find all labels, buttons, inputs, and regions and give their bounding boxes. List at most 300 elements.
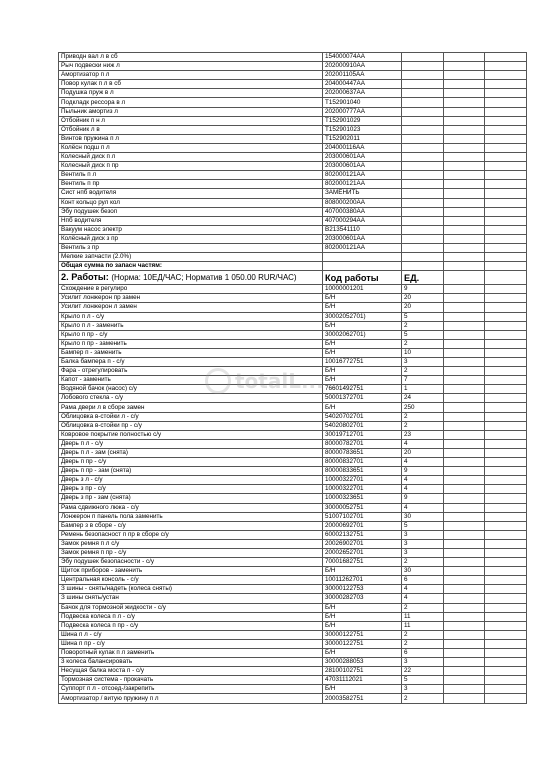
work-name-cell: Лонжерон п панель пола заменить xyxy=(59,512,323,521)
part-number-cell: T152901040 xyxy=(323,98,402,107)
empty-cell xyxy=(444,162,485,171)
work-units-cell: 2 xyxy=(402,639,444,648)
empty-cell xyxy=(485,80,527,89)
empty-cell xyxy=(485,385,527,394)
empty-cell xyxy=(444,189,485,198)
empty-cell xyxy=(444,394,485,403)
empty-cell xyxy=(444,676,485,685)
part-name-cell: Колесный диск п пр xyxy=(59,162,323,171)
empty-cell xyxy=(485,116,527,125)
empty-cell xyxy=(402,89,444,98)
empty-cell xyxy=(444,567,485,576)
empty-cell xyxy=(444,512,485,521)
empty-cell xyxy=(485,394,527,403)
empty-cell xyxy=(444,80,485,89)
work-code-cell: 30002062701) xyxy=(323,330,402,339)
works-header-title xyxy=(59,271,323,285)
work-row xyxy=(59,503,527,512)
work-code-cell: 30000122753 xyxy=(323,585,402,594)
empty-cell xyxy=(444,153,485,162)
part-number-cell: T152901029 xyxy=(323,116,402,125)
work-row xyxy=(59,376,527,385)
work-units-cell: 2 xyxy=(402,694,444,703)
empty-cell xyxy=(402,198,444,207)
work-row xyxy=(59,439,527,448)
empty-cell xyxy=(485,358,527,367)
empty-cell xyxy=(485,476,527,485)
work-code-cell: 10016772751 xyxy=(323,358,402,367)
parts-total-label: Общая сумма по запасн частям: xyxy=(59,262,323,271)
empty-cell xyxy=(485,558,527,567)
empty-cell xyxy=(444,621,485,630)
work-code-cell: 80000833651 xyxy=(323,467,402,476)
work-code-cell: 54020702701 xyxy=(323,412,402,421)
empty-cell xyxy=(444,367,485,376)
empty-cell xyxy=(485,180,527,189)
empty-cell xyxy=(444,667,485,676)
part-number-cell: T152902011 xyxy=(323,134,402,143)
empty-cell xyxy=(485,134,527,143)
empty-cell xyxy=(444,385,485,394)
work-units-cell: 11 xyxy=(402,612,444,621)
empty-cell xyxy=(444,403,485,412)
work-units-cell: 2 xyxy=(402,367,444,376)
part-number-cell: 802000121AA xyxy=(323,171,402,180)
work-name-cell: Крыло п л - заменить xyxy=(59,321,323,330)
parts-row xyxy=(59,98,527,107)
work-name-cell: Балка бампера п - с/у xyxy=(59,358,323,367)
part-number-cell: 204000116AA xyxy=(323,143,402,152)
work-units-cell: 2 xyxy=(402,412,444,421)
work-name-cell: Водяной бачок (насос) с/у xyxy=(59,385,323,394)
empty-cell xyxy=(485,676,527,685)
part-name-cell: Колесный диск п л xyxy=(59,153,323,162)
part-number-cell: 204000447AA xyxy=(323,80,402,89)
empty-cell xyxy=(485,367,527,376)
parts-row xyxy=(59,180,527,189)
part-number-cell: 203000601AA xyxy=(323,153,402,162)
work-units-cell: 22 xyxy=(402,667,444,676)
part-name-cell: Сист нпб водителя xyxy=(59,189,323,198)
part-name-cell: Амортизатор п л xyxy=(59,71,323,80)
empty-cell xyxy=(444,585,485,594)
part-name-cell: Вентиль п пр xyxy=(59,180,323,189)
work-code-cell: Б/Н xyxy=(323,321,402,330)
work-row xyxy=(59,649,527,658)
part-name-cell: Колёсный диск з пр xyxy=(59,234,323,243)
empty-cell xyxy=(402,216,444,225)
work-name-cell: Дверь з пр - зам (снята) xyxy=(59,494,323,503)
work-units-cell: 20 xyxy=(402,303,444,312)
work-name-cell: Крыло п пр - заменить xyxy=(59,339,323,348)
work-units-cell: 7 xyxy=(402,376,444,385)
work-units-cell: 5 xyxy=(402,521,444,530)
work-row xyxy=(59,521,527,530)
work-row xyxy=(59,303,527,312)
work-code-cell: 30000122751 xyxy=(323,630,402,639)
empty-cell xyxy=(444,321,485,330)
work-code-cell: 30002052701) xyxy=(323,312,402,321)
part-number-cell: 202000910AA xyxy=(323,62,402,71)
empty-cell xyxy=(444,134,485,143)
empty-cell xyxy=(485,253,527,262)
units-column-header: ЕД. xyxy=(402,271,444,285)
empty-cell xyxy=(444,448,485,457)
work-units-cell: 4 xyxy=(402,485,444,494)
parts-row xyxy=(59,80,527,89)
work-units-cell: 9 xyxy=(402,467,444,476)
part-name-cell: Колёсн подш п л xyxy=(59,143,323,152)
empty-cell xyxy=(485,207,527,216)
empty-cell xyxy=(485,494,527,503)
empty-cell xyxy=(402,262,444,271)
empty-cell xyxy=(485,685,527,694)
empty-cell xyxy=(485,53,527,62)
work-name-cell: Шина п пр - с/у xyxy=(59,639,323,648)
work-code-cell: 10000001201 xyxy=(323,285,402,294)
empty-cell xyxy=(485,694,527,703)
work-name-cell: Эбу подушек безопасности - с/у xyxy=(59,558,323,567)
empty-cell xyxy=(485,567,527,576)
empty-cell xyxy=(402,162,444,171)
work-row xyxy=(59,576,527,585)
work-code-cell: Б/Н xyxy=(323,294,402,303)
empty-cell xyxy=(323,262,402,271)
part-name-cell: Отбойник л в xyxy=(59,125,323,134)
work-code-cell: 20000692701 xyxy=(323,521,402,530)
work-row xyxy=(59,339,527,348)
work-code-cell: Б/Н xyxy=(323,376,402,385)
work-row xyxy=(59,321,527,330)
empty-cell xyxy=(444,694,485,703)
work-name-cell: Дверь п л - зам (снята) xyxy=(59,448,323,457)
work-units-cell: 2 xyxy=(402,421,444,430)
work-row xyxy=(59,430,527,439)
empty-cell xyxy=(444,312,485,321)
part-name-cell: Вентиль з пр xyxy=(59,243,323,252)
empty-cell xyxy=(402,53,444,62)
empty-cell xyxy=(444,143,485,152)
work-row xyxy=(59,467,527,476)
work-name-cell: Поворотный кулак п л заменить xyxy=(59,649,323,658)
empty-cell xyxy=(402,171,444,180)
watermark-text: totalL... xyxy=(235,369,324,393)
work-units-cell: 6 xyxy=(402,649,444,658)
empty-cell xyxy=(444,89,485,98)
work-name-cell: Центральная консоль - с/у xyxy=(59,576,323,585)
work-code-cell: Б/Н xyxy=(323,621,402,630)
work-code-cell: 10000322701 xyxy=(323,485,402,494)
work-row xyxy=(59,594,527,603)
work-code-cell: Б/Н xyxy=(323,649,402,658)
empty-cell xyxy=(402,134,444,143)
work-row xyxy=(59,658,527,667)
empty-cell xyxy=(444,594,485,603)
work-code-cell: Б/Н xyxy=(323,603,402,612)
empty-cell xyxy=(444,358,485,367)
empty-cell xyxy=(444,253,485,262)
empty-cell xyxy=(444,467,485,476)
work-name-cell: Суппорт п л - отсоед-/закрепить xyxy=(59,685,323,694)
empty-cell xyxy=(485,189,527,198)
empty-cell xyxy=(485,439,527,448)
work-name-cell: Бампер з в сборе - с/у xyxy=(59,521,323,530)
work-name-cell: Подвеска колеса п пр - с/у xyxy=(59,621,323,630)
part-number-cell: 407000294AA xyxy=(323,216,402,225)
empty-cell xyxy=(485,530,527,539)
part-number-cell: T152901023 xyxy=(323,125,402,134)
part-name-cell: Рыч подвески ниж л xyxy=(59,62,323,71)
empty-cell xyxy=(444,207,485,216)
work-code-cell: Б/Н xyxy=(323,367,402,376)
work-code-cell: Б/Н xyxy=(323,685,402,694)
part-name-cell: Отбойник п н л xyxy=(59,116,323,125)
empty-cell xyxy=(444,171,485,180)
work-code-cell: 80000832701 xyxy=(323,458,402,467)
work-row xyxy=(59,512,527,521)
work-name-cell: З шины снять/устан xyxy=(59,594,323,603)
parts-row xyxy=(59,171,527,180)
work-name-cell: Дверь п пр - с/у xyxy=(59,458,323,467)
work-code-cell: 30000052751 xyxy=(323,503,402,512)
work-code-cell: 80000782701 xyxy=(323,439,402,448)
empty-cell xyxy=(485,621,527,630)
empty-cell xyxy=(444,62,485,71)
empty-cell xyxy=(444,216,485,225)
empty-cell xyxy=(485,603,527,612)
work-units-cell: 9 xyxy=(402,494,444,503)
empty-cell xyxy=(485,125,527,134)
empty-cell xyxy=(485,548,527,557)
work-code-cell: 30000288053 xyxy=(323,658,402,667)
part-name-cell: Подкладк рессора в л xyxy=(59,98,323,107)
parts-row xyxy=(59,89,527,98)
part-name-cell: Пыльник амортиз л xyxy=(59,107,323,116)
empty-cell xyxy=(485,62,527,71)
part-name-cell: Мелкие запчасти (2.0%) xyxy=(59,253,323,262)
empty-cell xyxy=(485,271,527,285)
empty-cell xyxy=(402,71,444,80)
empty-cell xyxy=(444,125,485,134)
empty-cell xyxy=(485,412,527,421)
empty-cell xyxy=(485,312,527,321)
empty-cell xyxy=(485,594,527,603)
empty-cell xyxy=(485,649,527,658)
work-units-cell: 2 xyxy=(402,603,444,612)
work-units-cell: 3 xyxy=(402,685,444,694)
empty-cell xyxy=(444,485,485,494)
work-units-cell: 9 xyxy=(402,285,444,294)
empty-cell xyxy=(485,71,527,80)
part-number-cell: 407000380AA xyxy=(323,207,402,216)
work-units-cell: 3 xyxy=(402,548,444,557)
empty-cell xyxy=(444,530,485,539)
empty-cell xyxy=(485,658,527,667)
work-code-cell: Б/Н xyxy=(323,339,402,348)
empty-cell xyxy=(444,285,485,294)
work-units-cell: 4 xyxy=(402,476,444,485)
empty-cell xyxy=(485,376,527,385)
empty-cell xyxy=(485,403,527,412)
work-row xyxy=(59,567,527,576)
empty-cell xyxy=(402,143,444,152)
work-name-cell: Рама сдвижного люка - с/у xyxy=(59,503,323,512)
work-row xyxy=(59,694,527,703)
empty-cell xyxy=(485,612,527,621)
work-row xyxy=(59,603,527,612)
work-code-cell: 30000122751 xyxy=(323,639,402,648)
work-name-cell: Лобового стекла - с/у xyxy=(59,394,323,403)
empty-cell xyxy=(402,98,444,107)
parts-row xyxy=(59,225,527,234)
work-code-cell: 10000323651 xyxy=(323,494,402,503)
work-units-cell: 3 xyxy=(402,539,444,548)
work-code-cell: 20003582751 xyxy=(323,694,402,703)
work-row xyxy=(59,612,527,621)
work-units-cell: 11 xyxy=(402,621,444,630)
empty-cell xyxy=(444,658,485,667)
empty-cell xyxy=(485,321,527,330)
parts-row xyxy=(59,116,527,125)
work-row xyxy=(59,530,527,539)
part-number-cell: 202001105AA xyxy=(323,71,402,80)
work-row xyxy=(59,403,527,412)
work-name-cell: З шины - снять/надеть (колеса сняты) xyxy=(59,585,323,594)
empty-cell xyxy=(444,294,485,303)
parts-row xyxy=(59,234,527,243)
work-name-cell: Усилит лонжерон л замен xyxy=(59,303,323,312)
parts-row xyxy=(59,162,527,171)
empty-cell xyxy=(485,448,527,457)
empty-cell xyxy=(402,189,444,198)
work-name-cell: Дверь п л - с/у xyxy=(59,439,323,448)
works-header-row xyxy=(59,271,527,285)
work-units-cell: 5 xyxy=(402,330,444,339)
work-name-cell: Замок ремня п л с/у xyxy=(59,539,323,548)
part-name-cell: Подушка пруж в л xyxy=(59,89,323,98)
work-name-cell: Бампер п - заменить xyxy=(59,348,323,357)
work-name-cell: Дверь з пр - с/у xyxy=(59,485,323,494)
part-name-cell: Нпб водителя xyxy=(59,216,323,225)
work-name-cell: Ковровое покрытие полностью с/у xyxy=(59,430,323,439)
empty-cell xyxy=(485,216,527,225)
parts-row xyxy=(59,53,527,62)
empty-cell xyxy=(402,180,444,189)
parts-row xyxy=(59,134,527,143)
work-name-cell: Усилит лонжерон пр замен xyxy=(59,294,323,303)
empty-cell xyxy=(444,180,485,189)
empty-cell xyxy=(444,558,485,567)
empty-cell xyxy=(444,262,485,271)
work-units-cell: 5 xyxy=(402,676,444,685)
work-name-cell: Крыло п пр - с/у xyxy=(59,330,323,339)
empty-cell xyxy=(402,253,444,262)
work-code-cell: 76601492751 xyxy=(323,385,402,394)
work-row xyxy=(59,285,527,294)
parts-row xyxy=(59,143,527,152)
work-name-cell: Бачок для тормозной жидкости - с/у xyxy=(59,603,323,612)
work-units-cell: 1 xyxy=(402,385,444,394)
work-code-cell: 28100102751 xyxy=(323,667,402,676)
work-code-cell: 10011262701 xyxy=(323,576,402,585)
parts-row xyxy=(59,253,527,262)
parts-row xyxy=(59,125,527,134)
work-row xyxy=(59,667,527,676)
part-number-cell: 802000121AA xyxy=(323,180,402,189)
empty-cell xyxy=(444,494,485,503)
work-row xyxy=(59,685,527,694)
parts-row xyxy=(59,62,527,71)
empty-cell xyxy=(402,125,444,134)
parts-row xyxy=(59,153,527,162)
part-name-cell: Приводн вал л в сб xyxy=(59,53,323,62)
work-row xyxy=(59,621,527,630)
empty-cell xyxy=(444,639,485,648)
empty-cell xyxy=(444,612,485,621)
empty-cell xyxy=(444,225,485,234)
empty-cell xyxy=(444,53,485,62)
empty-cell xyxy=(402,243,444,252)
empty-cell xyxy=(485,348,527,357)
empty-cell xyxy=(444,649,485,658)
work-row xyxy=(59,385,527,394)
empty-cell xyxy=(444,98,485,107)
work-name-cell: Дверь п пр - зам (снята) xyxy=(59,467,323,476)
empty-cell xyxy=(444,503,485,512)
work-units-cell: 4 xyxy=(402,503,444,512)
empty-cell xyxy=(485,521,527,530)
empty-cell xyxy=(485,485,527,494)
work-row xyxy=(59,548,527,557)
work-name-cell: Тормозная система - прокачать xyxy=(59,676,323,685)
empty-cell xyxy=(485,262,527,271)
part-name-cell: Винтов пружина п л xyxy=(59,134,323,143)
empty-cell xyxy=(444,330,485,339)
part-number-cell: ЗАМЕНИТЬ xyxy=(323,189,402,198)
empty-cell xyxy=(444,271,485,285)
empty-cell xyxy=(485,576,527,585)
empty-cell xyxy=(444,421,485,430)
part-number-cell: 202000637AA xyxy=(323,89,402,98)
empty-cell xyxy=(402,116,444,125)
empty-cell xyxy=(444,412,485,421)
work-code-cell: 80000783651 xyxy=(323,448,402,457)
empty-cell xyxy=(402,153,444,162)
work-row xyxy=(59,348,527,357)
empty-cell xyxy=(485,162,527,171)
work-units-cell: 3 xyxy=(402,658,444,667)
empty-cell xyxy=(485,639,527,648)
empty-cell xyxy=(444,539,485,548)
work-units-cell: 23 xyxy=(402,430,444,439)
work-units-cell: 4 xyxy=(402,439,444,448)
work-units-cell: 250 xyxy=(402,403,444,412)
part-number-cell: 202000777AA xyxy=(323,107,402,116)
work-code-cell: 20002652701 xyxy=(323,548,402,557)
work-name-cell: Дверь з л - с/у xyxy=(59,476,323,485)
parts-row xyxy=(59,107,527,116)
work-row xyxy=(59,412,527,421)
parts-row xyxy=(59,189,527,198)
empty-cell xyxy=(444,71,485,80)
work-name-cell: Шина п л - с/у xyxy=(59,630,323,639)
empty-cell xyxy=(402,80,444,89)
work-name-cell: Фара - отрегулировать xyxy=(59,367,323,376)
empty-cell xyxy=(444,243,485,252)
work-units-cell: 2 xyxy=(402,321,444,330)
work-code-cell: 54020802701 xyxy=(323,421,402,430)
work-row xyxy=(59,294,527,303)
